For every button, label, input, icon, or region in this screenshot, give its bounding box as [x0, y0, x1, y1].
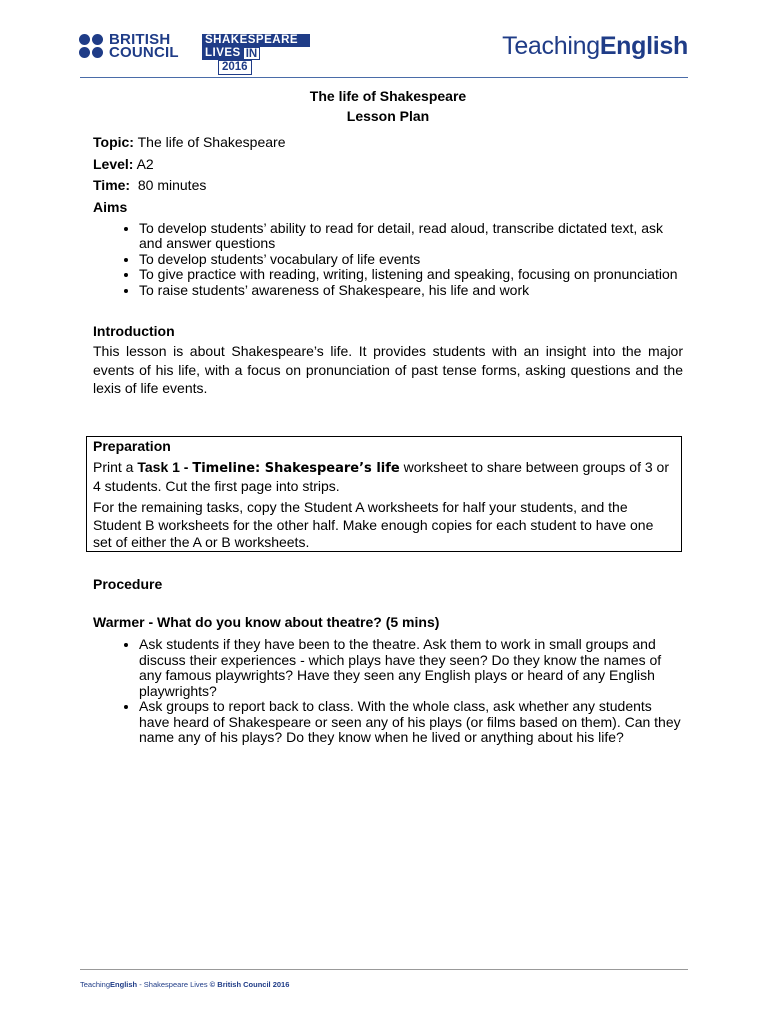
preparation-paragraph-1: Print a Task 1 - Timeline: Shakespeare’s life worksheet to share between groups of 3 or 4 students. Cut the first page into strips. — [93, 459, 669, 494]
document-title: The life of Shakespeare — [309, 88, 467, 104]
list-item: • To develop students’ ability to read for detail, read aloud, transcribe dictated text, ask and answer questions — [139, 221, 683, 252]
list-item: • Ask groups to report back to class. With the whole class, ask whether any students have heard of Shakespeare or seen any of his plays (or films based on them). Can they name any of his plays? Do they know when he lived or anything about his life? — [139, 699, 683, 746]
aims-heading: Aims — [93, 198, 128, 215]
introduction-text: This lesson is about Shakespeare’s life. It provides students with an insight into the major events of his life, with a focus on pronunciation of past tense forms, asking questions and the lexis of life events. — [93, 343, 683, 396]
introduction-heading: Introduction — [93, 323, 175, 339]
warmer-heading: Warmer - What do you know about theatre? (5 mins) — [93, 614, 440, 630]
list-item: • To give practice with reading, writing, listening and speaking, focusing on pronunciation — [139, 267, 683, 283]
footer-divider — [80, 969, 688, 970]
lesson-meta — [93, 132, 683, 197]
page-footer: TeachingEnglish - Shakespeare Lives © British Council 2016 — [80, 980, 290, 989]
document-body — [93, 86, 683, 398]
teaching-english-logo: TeachingEnglish — [502, 32, 688, 60]
aims-list — [93, 221, 683, 299]
list-item: • To raise students’ awareness of Shakespeare, his life and work — [139, 283, 683, 299]
list-item: • Ask students if they have been to the theatre. Ask them to work in small groups and discuss their experiences - which plays have they seen? Do they know the names of any famous playwrights? Have they seen any English plays or heard of any English playwrights? — [139, 637, 683, 699]
british-council-logo — [79, 33, 179, 59]
preparation-heading: Preparation — [93, 438, 171, 454]
level-line: Level: A2 — [93, 155, 154, 172]
procedure-section — [93, 575, 683, 746]
topic-line: Topic: The life of Shakespeare — [93, 134, 286, 150]
procedure-heading: Procedure — [93, 576, 163, 592]
british-council-wordmark: BRITISH COUNCIL — [109, 31, 179, 61]
british-council-dots-icon — [79, 34, 103, 58]
preparation-paragraph-2: For the remaining tasks, copy the Student A worksheets for half your students, and the Student B worksheets for the other half. Make enough copies for each student to have one set of either the A or B worksheets. — [93, 499, 654, 550]
preparation-box — [86, 436, 682, 552]
document-subtitle: Lesson Plan — [346, 108, 430, 124]
list-item: • To develop students’ vocabulary of life events — [139, 252, 683, 268]
header-divider — [80, 77, 688, 78]
warmer-list — [93, 637, 683, 746]
time-line: Time: 80 minutes — [93, 177, 207, 193]
shakespeare-lives-logo: SHAKESPEARE LIVES IN 2016 — [202, 34, 310, 75]
page-header — [0, 0, 768, 80]
